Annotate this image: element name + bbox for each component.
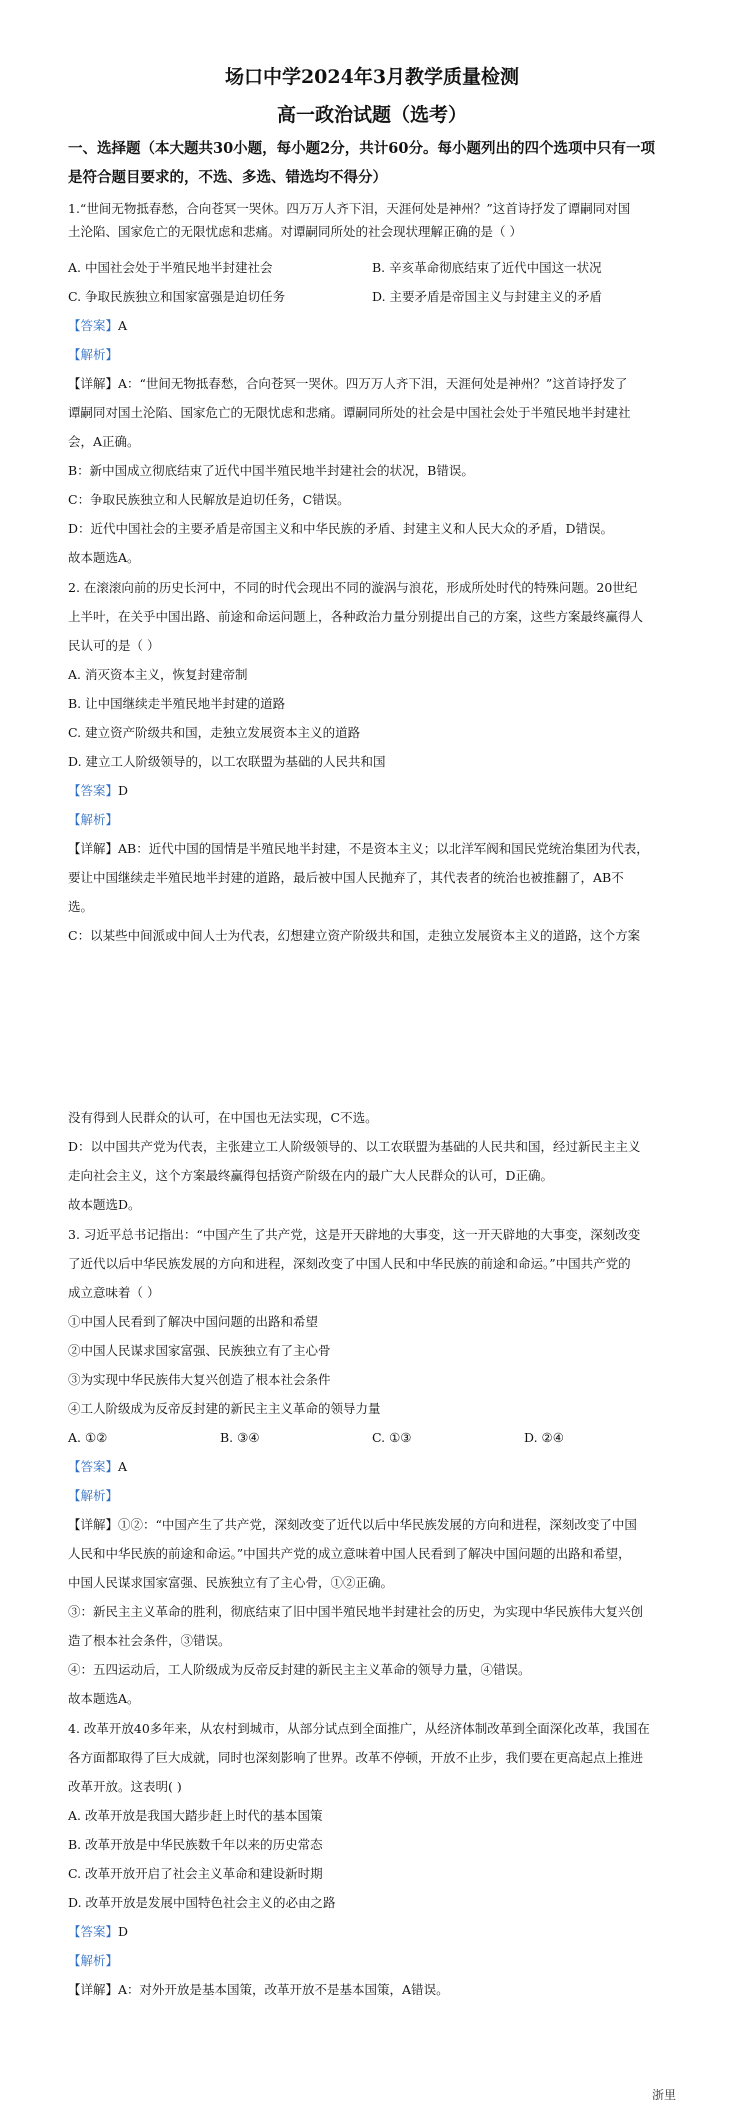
q4-option-c: C. 改革开放开启了社会主义革命和建设新时期 — [68, 1866, 323, 1881]
detail-tag: 【详解】 — [68, 1517, 119, 1532]
q4-stem-line-3: 改革开放。这表明( ) — [68, 1779, 182, 1794]
q1-detail-text-1: A：“世间无物抵春愁，合向苍冥一哭休。四万万人齐下泪，天涯何处是神州？”这首诗抒发了 — [118, 376, 628, 391]
q3-detail-text-1: ①②：“中国产生了共产党，深刻改变了近代以后中华民族发展的方向和进程，深刻改变了中国 — [118, 1517, 637, 1532]
answer-tag: 【答案】 — [68, 783, 119, 798]
detail-tag: 【详解】 — [68, 1982, 119, 1997]
q3-answer — [68, 1458, 688, 1476]
q1-detail-line-1 — [68, 375, 688, 393]
exam-subtitle: 高一政治试题（选考） — [276, 104, 467, 126]
q3-statement-2: ②中国人民谋求国家富强、民族独立有了主心骨 — [68, 1343, 331, 1358]
q1-detail-line-2: 谭嗣同对国土沦陷、国家危亡的无限忧虑和悲痛。谭嗣同所处的社会是中国社会处于半殖民地半封建社 — [68, 405, 631, 420]
q3-option-b: B. ③④ — [220, 1430, 260, 1445]
q1-analysis-tag — [68, 346, 688, 364]
q3-answer-value: A — [118, 1459, 128, 1474]
q1-detail-line-5: C：争取民族独立和人民解放是迫切任务，C错误。 — [68, 492, 350, 507]
section-heading-line-1: 一、选择题（本大题共30小题，每小题2分，共计60分。每小题列出的四个选项中只有一项 — [68, 140, 655, 157]
q1-stem-line-2: 土沦陷、国家危亡的无限忧虑和悲痛。对谭嗣同所处的社会现状理解正确的是（ ） — [68, 224, 522, 239]
q3-analysis-tag — [68, 1487, 688, 1505]
q1-option-c: C. 争取民族独立和国家富强是迫切任务 — [68, 289, 286, 304]
q1-detail-line-3: 会，A正确。 — [68, 434, 140, 449]
q2-analysis-tag — [68, 811, 688, 829]
q3-statement-3: ③为实现中华民族伟大复兴创造了根本社会条件 — [68, 1372, 331, 1387]
q3-detail-line-5: 造了根本社会条件，③错误。 — [68, 1633, 231, 1648]
q4-detail-line-1 — [68, 1981, 688, 1999]
q3-statement-1: ①中国人民看到了解决中国问题的出路和希望 — [68, 1314, 319, 1329]
q3-detail-line-1 — [68, 1516, 688, 1534]
q2-conclusion: 故本题选D。 — [68, 1197, 141, 1212]
q4-option-a: A. 改革开放是我国大踏步赶上时代的基本国策 — [68, 1808, 323, 1823]
q3-detail-line-3: 中国人民谋求国家富强、民族独立有了主心骨，①②正确。 — [68, 1575, 394, 1590]
q2-detail-line-5: 没有得到人民群众的认可，在中国也无法实现，C不选。 — [68, 1110, 378, 1125]
q2-option-a: A. 消灭资本主义，恢复封建帝制 — [68, 667, 248, 682]
q3-statement-4: ④工人阶级成为反帝反封建的新民主主义革命的领导力量 — [68, 1401, 381, 1416]
q3-stem-line-2: 了近代以后中华民族发展的方向和进程，深刻改变了中国人民和中华民族的前途和命运。”中国共产党的 — [68, 1256, 631, 1271]
q2-option-b: B. 让中国继续走半殖民地半封建的道路 — [68, 696, 286, 711]
q1-detail-line-4: B：新中国成立彻底结束了近代中国半殖民地半封建社会的状况，B错误。 — [68, 463, 474, 478]
detail-tag: 【详解】 — [68, 841, 119, 856]
q4-detail-text-1: A：对外开放是基本国策，改革开放不是基本国策，A错误。 — [118, 1982, 449, 1997]
q1-stem-line-1: 1.“世间无物抵春愁，合向苍冥一哭休。四万万人齐下泪，天涯何处是神州？”这首诗抒发了谭嗣同对国 — [68, 201, 631, 216]
q2-detail-line-6: D：以中国共产党为代表，主张建立工人阶级领导的、以工农联盟为基础的人民共和国，经过新民主主义 — [68, 1139, 641, 1154]
analysis-tag: 【解析】 — [68, 1488, 119, 1503]
q2-detail-line-1 — [68, 840, 688, 858]
q3-stem-line-3: 成立意味着（ ） — [68, 1285, 160, 1300]
q3-detail-line-4: ③：新民主主义革命的胜利，彻底结束了旧中国半殖民地半封建社会的历史，为实现中华民族伟大复兴创 — [68, 1604, 644, 1619]
q3-option-c: C. ①③ — [372, 1430, 412, 1445]
q4-stem-line-2: 各方面都取得了巨大成就，同时也深刻影响了世界。改革不停顿，开放不止步，我们要在更高起点上推进 — [68, 1750, 644, 1765]
analysis-tag: 【解析】 — [68, 347, 119, 362]
q2-stem-line-3: 民认可的是（ ） — [68, 638, 160, 653]
q2-detail-line-7: 走向社会主义，这个方案最终赢得包括资产阶级在内的最广大人民群众的认可，D正确。 — [68, 1168, 554, 1183]
analysis-tag: 【解析】 — [68, 1953, 119, 1968]
q4-answer — [68, 1923, 688, 1941]
q2-answer-value: D — [118, 783, 129, 798]
exam-title: 场口中学2024年3月教学质量检测 — [224, 66, 520, 88]
q1-detail-line-6: D：近代中国社会的主要矛盾是帝国主义和中华民族的矛盾、封建主义和人民大众的矛盾，D错误。 — [68, 521, 614, 536]
q1-option-a: A. 中国社会处于半殖民地半封建社会 — [68, 260, 273, 275]
q3-option-d: D. ②④ — [524, 1430, 564, 1445]
q2-detail-line-4: C：以某些中间派或中间人士为代表，幻想建立资产阶级共和国，走独立发展资本主义的道路，这个方案 — [68, 928, 641, 943]
q3-conclusion: 故本题选A。 — [68, 1691, 140, 1706]
answer-tag: 【答案】 — [68, 1459, 119, 1474]
corner-mark: 浙里 — [652, 2088, 677, 2102]
section-heading-line-2: 是符合题目要求的，不选、多选、错选均不得分） — [68, 169, 387, 186]
q1-option-d: D. 主要矛盾是帝国主义与封建主义的矛盾 — [372, 289, 603, 304]
q3-option-a: A. ①② — [68, 1430, 108, 1445]
q1-answer-value: A — [118, 318, 128, 333]
q4-option-b: B. 改革开放是中华民族数千年以来的历史常态 — [68, 1837, 323, 1852]
q4-stem-line-1: 4. 改革开放40多年来，从农村到城市，从部分试点到全面推广，从经济体制改革到全面深化改革，我国在 — [68, 1721, 650, 1736]
q2-stem-line-2: 上半叶，在关乎中国出路、前途和命运问题上，各种政治力量分别提出自己的方案，这些方案最终赢得人 — [68, 609, 644, 624]
q1-conclusion: 故本题选A。 — [68, 550, 140, 565]
q3-detail-line-2: 人民和中华民族的前途和命运。”中国共产党的成立意味着中国人民看到了解决中国问题的出路和希望， — [68, 1546, 631, 1561]
q4-analysis-tag — [68, 1952, 688, 1970]
answer-tag: 【答案】 — [68, 318, 119, 333]
q4-answer-value: D — [118, 1924, 129, 1939]
q2-detail-text-1: AB：近代中国的国情是半殖民地半封建，不是资本主义；以北洋军阀和国民党统治集团为代表， — [118, 841, 649, 856]
detail-tag: 【详解】 — [68, 376, 119, 391]
q2-detail-line-2: 要让中国继续走半殖民地半封建的道路，最后被中国人民抛弃了，其代表者的统治也被推翻了，AB不 — [68, 870, 624, 885]
q3-detail-line-6: ④：五四运动后，工人阶级成为反帝反封建的新民主主义革命的领导力量，④错误。 — [68, 1662, 531, 1677]
q2-detail-line-3: 选。 — [68, 899, 94, 914]
q4-option-d: D. 改革开放是发展中国特色社会主义的必由之路 — [68, 1895, 336, 1910]
q1-option-b: B. 辛亥革命彻底结束了近代中国这一状况 — [372, 260, 602, 275]
q3-stem-line-1: 3. 习近平总书记指出：“中国产生了共产党，这是开天辟地的大事变，这一开天辟地的大事变，深刻改变 — [68, 1227, 641, 1242]
q2-option-c: C. 建立资产阶级共和国，走独立发展资本主义的道路 — [68, 725, 361, 740]
q2-option-d: D. 建立工人阶级领导的，以工农联盟为基础的人民共和国 — [68, 754, 386, 769]
q1-answer — [68, 317, 688, 335]
answer-tag: 【答案】 — [68, 1924, 119, 1939]
q2-answer — [68, 782, 688, 800]
analysis-tag: 【解析】 — [68, 812, 119, 827]
q2-stem-line-1: 2. 在滚滚向前的历史长河中，不同的时代会现出不同的漩涡与浪花，形成所处时代的特殊问题。20世纪 — [68, 580, 638, 595]
